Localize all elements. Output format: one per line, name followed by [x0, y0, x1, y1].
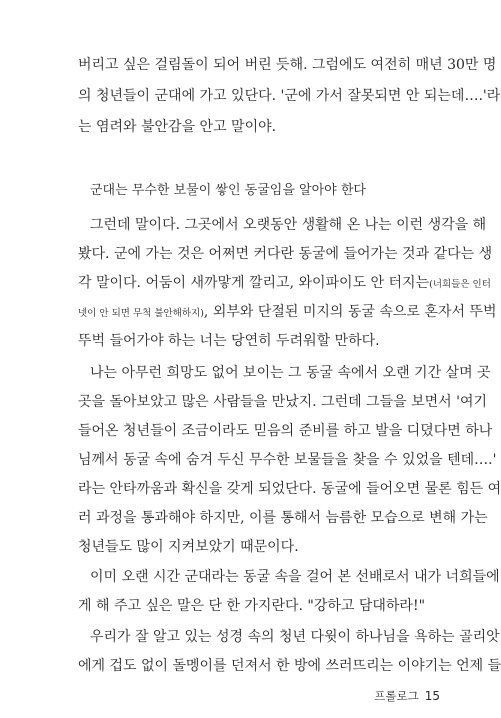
text-line: 뚜벅 들어가야 하는 너는 당연히 두려워할 만하다. — [78, 333, 380, 349]
text-line: 봤다. 군에 가는 것은 어쩌면 커다란 동굴에 들어가는 것과 같다는 생 — [78, 246, 493, 262]
text-line: 들어온 청년들이 조금이라도 믿음의 준비를 하고 발을 디뎠다면 하나 — [78, 423, 493, 439]
text-line — [78, 273, 491, 295]
text-span: 각 말이다. 어둠이 새까맣게 깔리고, 와이파이도 안 터지는 — [78, 275, 430, 291]
text-line: 이미 오랜 시간 군대라는 동굴 속을 걸어 본 선배로서 내가 너희들에 — [90, 569, 500, 585]
page-number: 15 — [424, 689, 440, 703]
text-line: 게 해 주고 싶은 말은 단 한 가지란다. "강하고 담대하라!" — [78, 598, 426, 614]
aside-note: 넷이 안 되면 무척 불안해하지) — [78, 308, 204, 319]
text-line: 나는 아무런 희망도 없어 보이는 그 동굴 속에서 오랜 기간 살며 곳 — [90, 365, 491, 381]
text-span: , 외부와 단절된 미지의 동굴 속으로 혼자서 뚜벅 — [203, 304, 497, 320]
text-line: 의 청년들이 군대에 가고 있단다. '군에 가서 잘못되면 안 되는데….'라 — [78, 88, 501, 104]
text-line: 님께서 동굴 속에 숨겨 두신 무수한 보물들을 찾을 수 있었을 텐데….' — [78, 452, 497, 468]
section-heading: 군대는 무수한 보물이 쌓인 동굴임을 알아야 한다 — [90, 183, 366, 198]
page-footer — [374, 688, 440, 704]
footer-label: 프롤로그 — [374, 689, 419, 703]
text-line: 버리고 싶은 걸림돌이 되어 버린 듯해. 그럼에도 여전히 매년 30만 명 — [78, 57, 497, 73]
text-line: 곳을 돌아보았고 많은 사람들을 만났지. 그런데 그들을 보면서 '여기 — [78, 394, 488, 410]
text-line: 는 염려와 불안감을 안고 말이야. — [78, 119, 277, 135]
text-line: 청년들도 많이 지켜보았기 때문이다. — [78, 539, 299, 555]
text-line: 우리가 잘 알고 있는 성경 속의 청년 다윗이 하나님을 욕하는 골리앗 — [90, 629, 500, 645]
aside-note: (너희들은 인터 — [429, 279, 491, 290]
text-line: 그런데 말이다. 그곳에서 오랫동안 생활해 온 나는 이런 생각을 해 — [90, 217, 487, 233]
text-line — [78, 302, 497, 324]
text-line: 라는 안타까움과 확신을 갖게 되었단다. 동굴에 들어오면 물론 힘든 여 — [78, 481, 501, 497]
text-line: 러 과정을 통과해야 하지만, 이를 통해서 늠름한 모습으로 변해 가는 — [78, 510, 488, 526]
text-line: 에게 겁도 없이 돌멩이를 던져서 한 방에 쓰러뜨리는 이야기는 언제 들 — [78, 658, 501, 674]
